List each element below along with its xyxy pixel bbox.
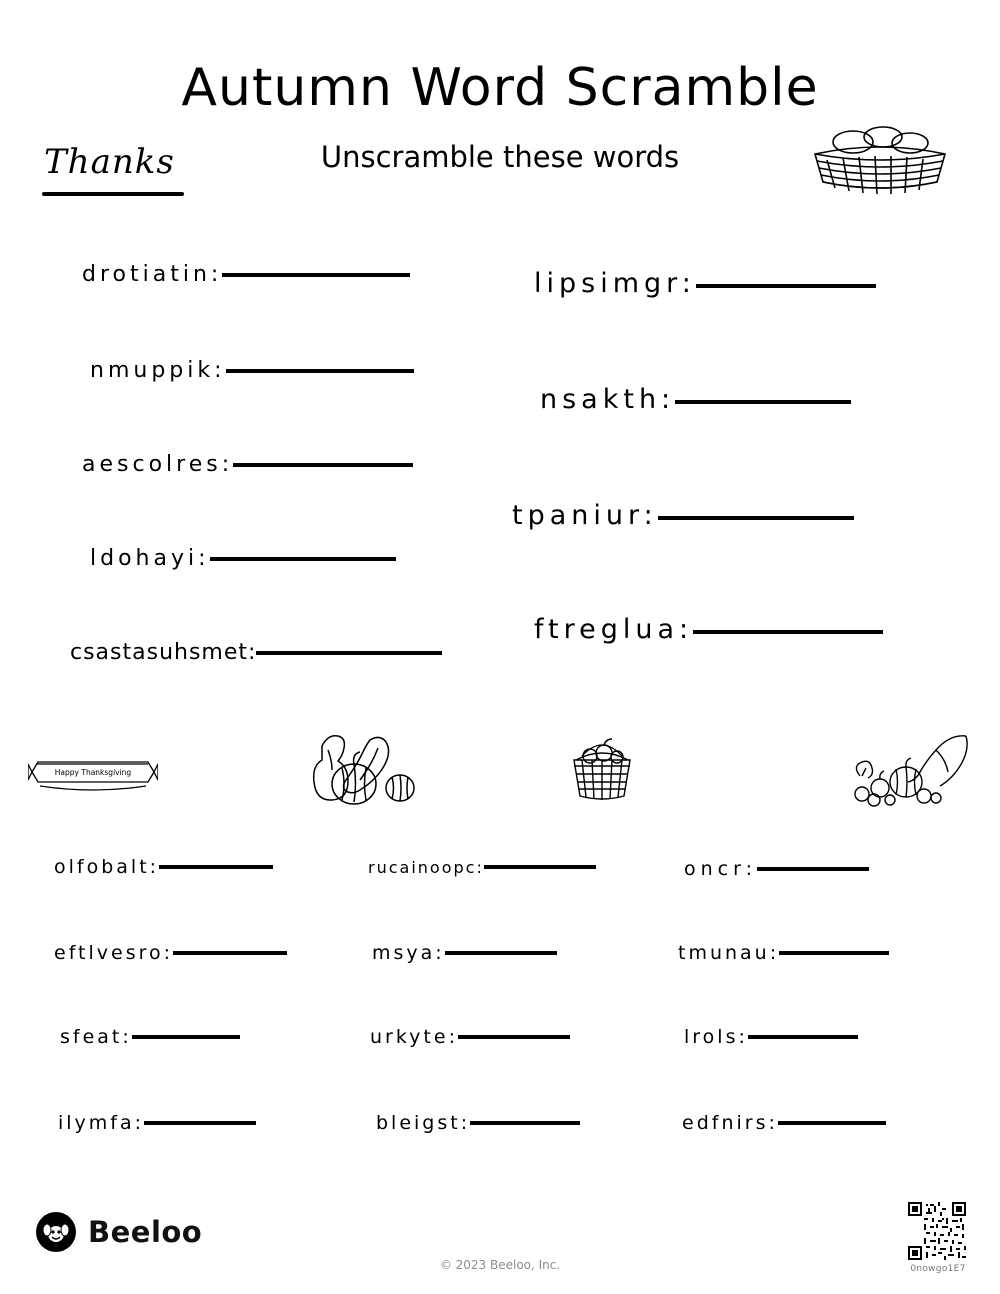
word-row xyxy=(54,856,273,878)
scrambled-word: olfobalt: xyxy=(54,856,160,878)
answer-blank[interactable] xyxy=(658,516,854,520)
word-row xyxy=(90,546,396,571)
scrambled-word: ldohayi: xyxy=(90,546,210,571)
scrambled-word: ftreglua: xyxy=(534,614,694,645)
answer-blank[interactable] xyxy=(233,463,413,467)
scrambled-word: tmunau: xyxy=(678,942,780,964)
answer-blank[interactable] xyxy=(445,951,557,955)
qr-code-id: 0nowgo1E7 xyxy=(910,1264,966,1274)
scrambled-word: csastasuhsmet: xyxy=(70,640,257,665)
answer-blank[interactable] xyxy=(226,369,414,373)
word-row xyxy=(58,1112,256,1134)
word-row xyxy=(540,384,851,415)
scrambled-word: nmuppik: xyxy=(90,358,226,383)
scrambled-word: nsakth: xyxy=(540,384,676,415)
answer-blank[interactable] xyxy=(458,1035,570,1039)
word-row xyxy=(370,1026,570,1048)
qr-code xyxy=(908,1202,966,1260)
answer-blank[interactable] xyxy=(696,284,876,288)
word-row xyxy=(54,942,287,964)
scrambled-word: msya: xyxy=(372,942,445,964)
brand-name: Beeloo xyxy=(88,1215,203,1249)
answer-blank[interactable] xyxy=(159,865,273,869)
svg-text:Happy Thanksgiving: Happy Thanksgiving xyxy=(54,768,132,777)
word-row xyxy=(60,1026,240,1048)
word-row xyxy=(368,858,596,877)
word-row xyxy=(82,452,413,477)
gourds-illustration xyxy=(292,728,442,806)
word-row xyxy=(534,268,876,299)
answer-blank[interactable] xyxy=(779,951,889,955)
scrambled-word: aescolres: xyxy=(82,452,234,477)
answer-blank[interactable] xyxy=(757,867,869,871)
scrambled-word: oncr: xyxy=(684,858,757,880)
scrambled-word: eftlvesro: xyxy=(54,942,174,964)
word-row xyxy=(684,858,869,880)
word-row xyxy=(678,942,889,964)
answer-blank[interactable] xyxy=(778,1121,886,1125)
answer-blank[interactable] xyxy=(470,1121,580,1125)
word-row xyxy=(376,1112,580,1134)
answer-blank[interactable] xyxy=(132,1035,240,1039)
scrambled-word: tpaniur: xyxy=(512,500,658,531)
word-row xyxy=(70,640,442,665)
scrambled-word: bleigst: xyxy=(376,1112,471,1134)
word-row xyxy=(534,614,883,645)
answer-blank[interactable] xyxy=(675,400,851,404)
answer-blank[interactable] xyxy=(210,557,396,561)
answer-blank[interactable] xyxy=(484,865,596,869)
footer-brand xyxy=(36,1212,202,1252)
page-subtitle: Unscramble these words xyxy=(320,140,680,174)
apple-basket-illustration xyxy=(562,726,642,806)
answer-blank[interactable] xyxy=(693,630,883,634)
thanks-underline xyxy=(42,192,184,196)
answer-blank[interactable] xyxy=(748,1035,858,1039)
word-row xyxy=(512,500,854,531)
scrambled-word: rucainoopc: xyxy=(368,858,484,877)
copyright-text: © 2023 Beeloo, Inc. xyxy=(439,1258,561,1272)
answer-blank[interactable] xyxy=(144,1121,256,1125)
scrambled-word: lrols: xyxy=(684,1026,748,1048)
answer-blank[interactable] xyxy=(222,273,410,277)
answer-blank[interactable] xyxy=(173,951,287,955)
scrambled-word: urkyte: xyxy=(370,1026,458,1048)
bread-basket-illustration xyxy=(805,120,955,200)
scrambled-word: edfnirs: xyxy=(682,1112,778,1134)
word-row xyxy=(90,358,414,383)
cornucopia-illustration xyxy=(840,726,970,808)
page-title: Autumn Word Scramble xyxy=(181,58,819,118)
thanks-heading: Thanks xyxy=(44,142,175,182)
word-row xyxy=(372,942,557,964)
scrambled-word: drotiatin: xyxy=(82,262,223,287)
word-row xyxy=(82,262,410,287)
answer-blank[interactable] xyxy=(256,651,442,655)
word-row xyxy=(682,1112,886,1134)
scrambled-word: ilymfa: xyxy=(58,1112,145,1134)
happy-thanksgiving-banner-illustration xyxy=(28,750,158,800)
word-row xyxy=(684,1026,858,1048)
scrambled-word: lipsimgr: xyxy=(534,268,696,299)
bee-logo-icon xyxy=(36,1212,76,1252)
scrambled-word: sfeat: xyxy=(60,1026,132,1048)
